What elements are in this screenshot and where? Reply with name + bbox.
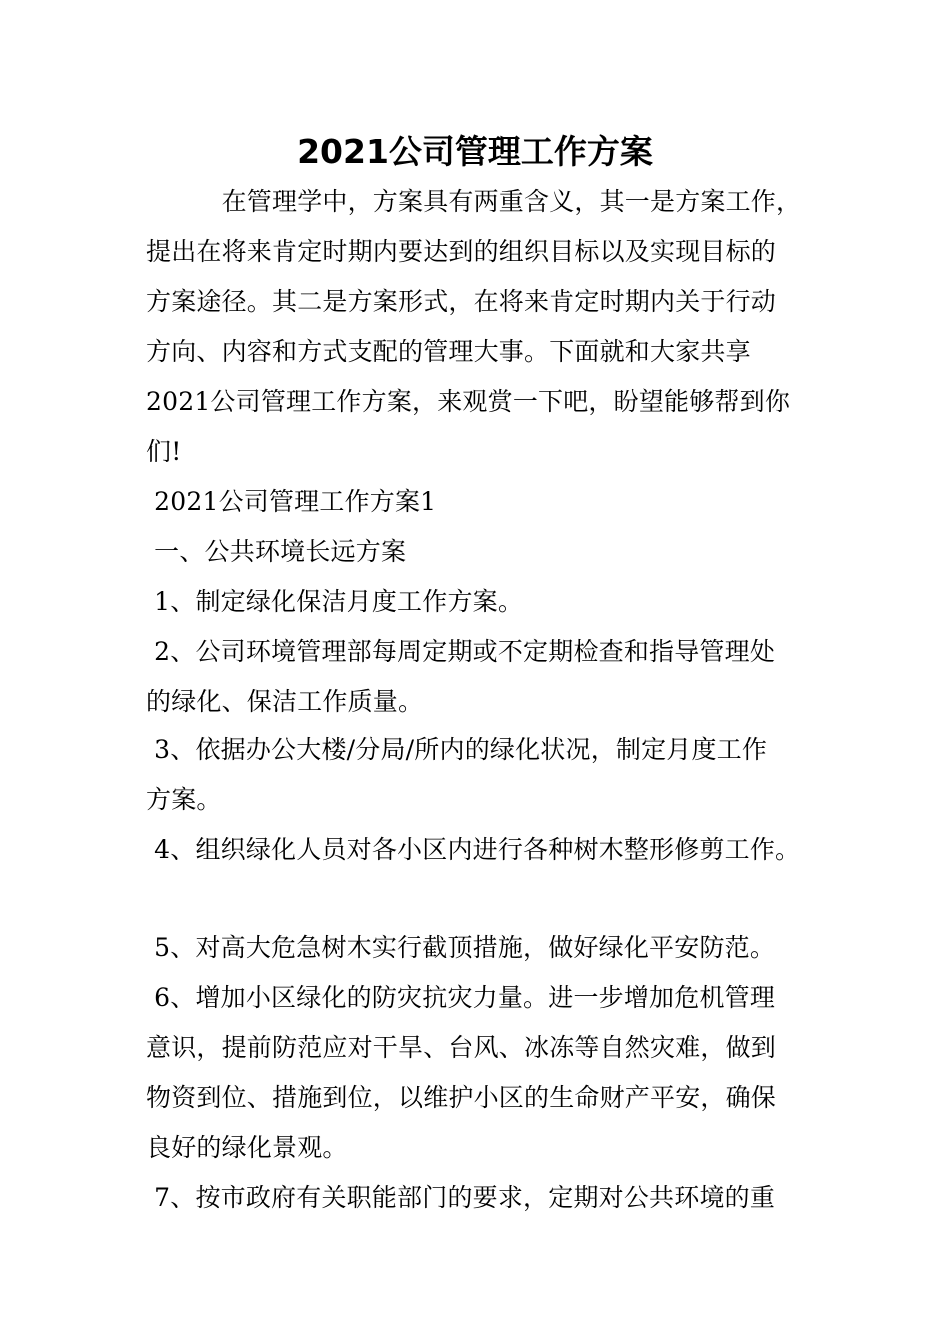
paragraph-line: 方向、内容和方式支配的管理大事。下面就和大家共享 [146, 337, 751, 366]
list-item-continuation: 物资到位、措施到位，以维护小区的生命财产平安，确保 [146, 1083, 777, 1112]
list-item: 7、按市政府有关职能部门的要求，定期对公共环境的重 [146, 1183, 776, 1212]
paragraph-line: 2021公司管理工作方案，来观赏一下吧，盼望能够帮到你 [146, 387, 791, 416]
list-item: 2、公司环境管理部每周定期或不定期检查和指导管理处 [146, 637, 776, 666]
list-item-continuation: 意识，提前防范应对干旱、台风、冰冻等自然灾难，做到 [146, 1033, 777, 1062]
list-item: 5、对高大危急树木实行截顶措施，做好绿化平安防范。 [146, 933, 776, 962]
paragraph-line: 们! [146, 437, 182, 466]
list-item-continuation: 方案。 [146, 785, 222, 814]
paragraph-line: 提出在将来肯定时期内要达到的组织目标以及实现目标的 [146, 237, 777, 266]
list-item: 3、依据办公大楼/分局/所内的绿化状况，制定月度工作 [146, 735, 768, 764]
page-title: 2021公司管理工作方案 [297, 132, 653, 171]
section-heading: 2021公司管理工作方案1 [146, 487, 437, 516]
paragraph-line: 方案途径。其二是方案形式，在将来肯定时期内关于行动 [146, 287, 777, 316]
list-item: 6、增加小区绿化的防灾抗灾力量。进一步增加危机管理 [146, 983, 776, 1012]
list-item-continuation: 良好的绿化景观。 [146, 1133, 348, 1162]
list-item-continuation: 的绿化、保洁工作质量。 [146, 687, 424, 716]
list-item: 1、制定绿化保洁月度工作方案。 [146, 587, 524, 616]
list-item: 4、组织绿化人员对各小区内进行各种树木整形修剪工作。 [146, 835, 801, 864]
subsection-heading: 一、公共环境长远方案 [146, 537, 407, 566]
paragraph-line: 在管理学中，方案具有两重含义，其一是方案工作， [146, 187, 802, 216]
